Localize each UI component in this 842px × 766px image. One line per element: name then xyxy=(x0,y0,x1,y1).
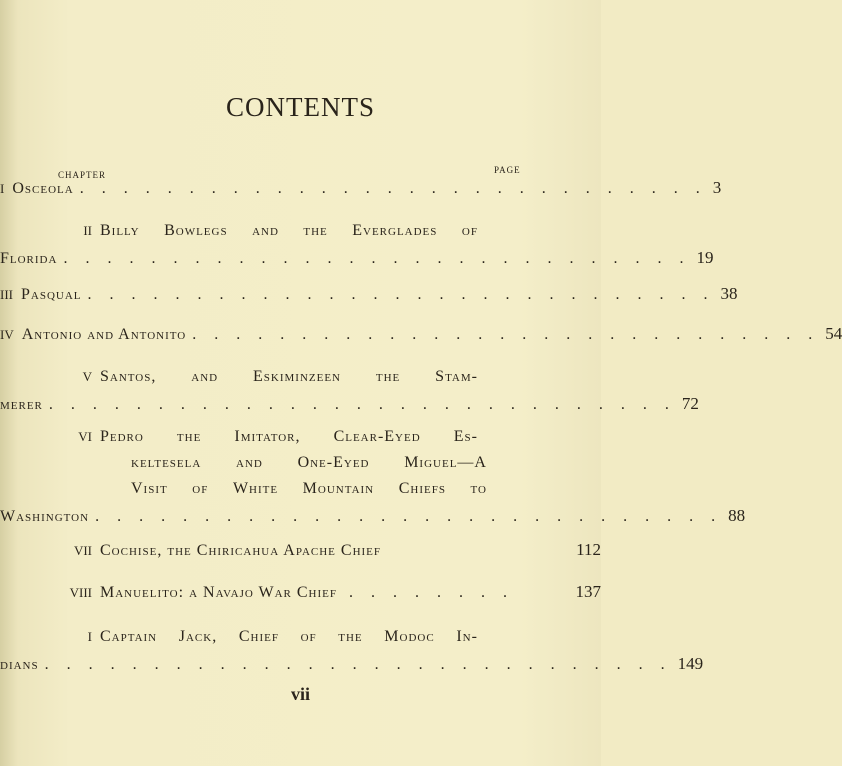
toc-line xyxy=(0,394,699,420)
page-title: CONTENTS xyxy=(226,92,375,122)
toc-line xyxy=(0,454,601,480)
toc-line xyxy=(0,284,738,310)
toc-entry xyxy=(0,540,601,566)
toc-line xyxy=(0,248,714,274)
leader-dots: . . . . . . . . xyxy=(349,584,514,601)
chapter-title: Captain Jack, Chief of the Modoc In- xyxy=(100,628,478,645)
toc-line xyxy=(0,222,601,248)
chapter-number: VIII xyxy=(69,585,92,600)
leader-dots: . . . . . . . . . . . . . . . . . . . . . . . . . . . . . xyxy=(79,180,707,197)
chapter-title: Pasqual xyxy=(21,286,82,303)
toc-entry xyxy=(0,628,704,680)
leader-dots: . . . . . . . . . . . . . . . . . . . . . . . . . . . . . xyxy=(192,326,820,343)
leader-dots: . . . . . . . . . . . . . . . . . . . . . . . . . . . . . xyxy=(95,508,723,525)
page-number: 19 xyxy=(696,248,714,267)
chapter-title: Cochise, the Chiricahua Apache Chief xyxy=(100,542,382,559)
chapter-number: IV xyxy=(0,327,14,342)
toc-entry xyxy=(0,368,699,420)
toc-entry xyxy=(0,178,722,204)
chapter-number: III xyxy=(0,287,13,302)
chapter-title: Billy Bowlegs and the Everglades of xyxy=(100,222,478,239)
chapter-title: Osceola xyxy=(12,180,74,197)
chapter-title-continued: Visit of White Mountain Chiefs to xyxy=(131,480,487,497)
toc-line xyxy=(0,178,722,204)
chapter-title-continued: keltesela and One-Eyed Miguel—A xyxy=(131,454,487,471)
chapter-column-header: CHAPTER xyxy=(58,170,107,180)
page-column-header: PAGE xyxy=(494,165,521,175)
toc-entry xyxy=(0,222,714,274)
toc-line xyxy=(0,628,601,654)
page-number: 38 xyxy=(720,284,738,303)
toc-line xyxy=(0,428,601,454)
chapter-number: V xyxy=(82,369,92,384)
leader-dots: . . . . . . . . . . . . . . . . . . . . . . . . . . . . . xyxy=(48,396,676,413)
toc-line xyxy=(0,480,601,506)
toc-line xyxy=(0,654,704,680)
toc-line xyxy=(0,506,746,532)
page-number: 137 xyxy=(575,582,601,601)
toc-entry xyxy=(0,324,842,350)
toc-line xyxy=(0,368,601,394)
leader-dots: . . . . . . . . . . . . . . . . . . . . . . . . . . . . . xyxy=(87,286,715,303)
chapter-number: I xyxy=(87,629,92,644)
chapter-title-continued: dians xyxy=(0,656,39,673)
toc-line xyxy=(0,582,601,608)
toc-entry xyxy=(0,284,738,310)
page-number: 149 xyxy=(677,654,704,673)
chapter-number: I xyxy=(0,181,5,196)
chapter-title-continued: merer xyxy=(0,396,43,413)
page-number: 112 xyxy=(576,540,601,559)
chapter-title: Pedro the Imitator, Clear-Eyed Es- xyxy=(100,428,478,445)
chapter-number: II xyxy=(83,223,92,238)
toc-entry xyxy=(0,582,601,608)
page-number: 3 xyxy=(712,178,722,197)
leader-dots: . . . . . . . . . . . . . . . . . . . . . . . . . . . . . xyxy=(63,250,691,267)
page-number: 72 xyxy=(681,394,699,413)
chapter-title-continued: Washington xyxy=(0,508,90,525)
toc-line xyxy=(0,540,601,566)
chapter-title-continued: Florida xyxy=(0,250,58,267)
chapter-number: VII xyxy=(73,543,92,558)
chapter-number: VI xyxy=(78,429,92,444)
toc-line xyxy=(0,324,842,350)
toc-entry xyxy=(0,428,746,532)
chapter-title: Antonio and Antonito xyxy=(21,326,187,343)
page-folio: vii xyxy=(290,684,310,704)
leader-dots: . . . . . . . . . . . . . . . . . . . . . . . . . . . . . xyxy=(44,656,672,673)
page-number: 88 xyxy=(728,506,746,525)
chapter-title: Santos, and Eskiminzeen the Stam- xyxy=(100,368,478,385)
chapter-title: Manuelito: a Navajo War Chief xyxy=(100,584,337,601)
page-number: 54 xyxy=(825,324,842,343)
